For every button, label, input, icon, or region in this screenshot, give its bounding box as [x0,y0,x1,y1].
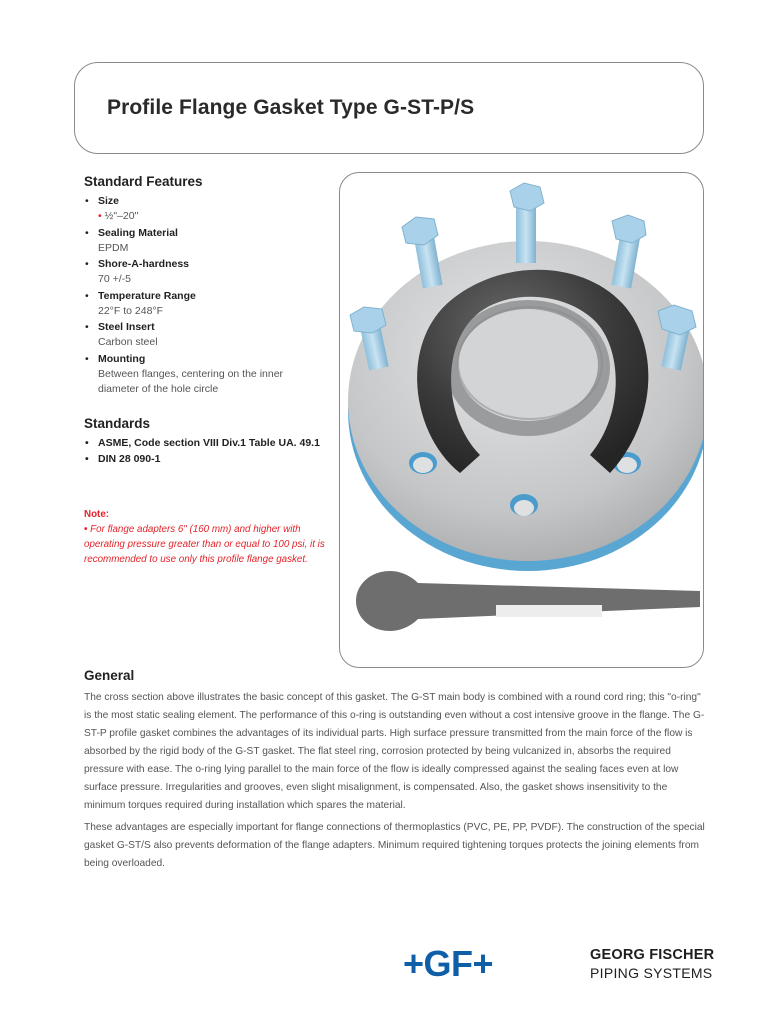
feature-value-text: ½"–20" [104,210,139,222]
gasket-cross-section [356,571,700,631]
bolt-icon [402,217,443,288]
standards-list [84,435,339,467]
feature-value: Between flanges, centering on the inner diameter of the hole circle [98,367,284,395]
note-block [84,507,334,567]
feature-label: • Steel Insert [98,321,155,333]
feature-sealing-material [84,225,339,257]
general-paragraph: These advantages are especially important for flange connections of thermoplastics (PVC, PE, PP, PVDF). The construction of the special gasket G-ST/S also prevents deformation of the flange adapters. Minimum required tightening torques protects the joining elements from being overloaded. [84,822,705,869]
feature-value: EPDM [98,241,129,254]
note-text: For flange adapters 6" (160 mm) and higher with operating pressure greater than or equal to 100 psi, it is recommended to use only this profile flange gasket. [84,523,325,565]
standard-item: • DIN 28 090-1 [84,451,339,467]
company-name [590,946,714,982]
feature-value: 70 +/-5 [98,273,131,285]
standard-item: • ASME, Code section VIII Div.1 Table UA. 49.1 [84,435,339,451]
red-bullet-icon: • [98,210,102,222]
gf-logo: +GF+ [403,943,494,984]
gasket-illustration [340,173,704,668]
feature-label: • Shore-A-hardness [98,258,190,270]
standards-section [84,416,339,467]
note-title: Note: [84,508,110,520]
left-column [84,174,339,567]
page-title: Profile Flange Gasket Type G-ST-P/S [107,96,475,119]
feature-label: • Sealing Material [98,226,178,239]
feature-label: • Size [98,195,120,207]
feature-label: • Temperature Range [98,289,196,302]
feature-temperature-range [84,288,339,320]
company-name-line2: PIPING SYSTEMS [590,965,713,981]
feature-value: Carbon steel [98,336,158,348]
standard-features-heading: Standard Features [84,174,203,189]
general-heading: General [84,668,135,683]
feature-label: • Mounting [98,352,146,365]
feature-value [98,209,339,225]
note-bullet-icon: • [84,523,88,535]
gasket-illustration-frame [339,172,704,668]
standards-heading: Standards [84,415,151,431]
feature-shore-hardness [84,256,339,288]
feature-steel-insert [84,319,339,351]
general-section [84,668,708,877]
title-box [74,62,704,154]
feature-value: 22°F to 248°F [98,304,164,317]
general-paragraph: The cross section above illustrates the basic concept of this gasket. The G-ST main body is combined with a round cord ring; this "o-ring" is the most static sealing element. The performance of this o-ring is outstanding even without a cost intensive groove in the flange. The G-ST-P profile gasket combines the advantages of its individual parts. High surface pressure transmitted from the main force of the flow is absorbed by the rigid body of the G-ST gasket. The flat steel ring, corrosion protected by being vulcanized in, absorbs the required pressure with ease. The o-ring lying parallel to the main force of the flow is ideally compressed against the sealing faces even at low surface pressure. Irregularities and grooves, even slight misalignment, is compensated. Also, the gasket shows insensitivity to the minimum torques required during installation which spares the material. [84,692,705,811]
steel-insert-bar [496,605,602,617]
company-name-line1: GEORG FISCHER [590,947,715,963]
feature-size [84,193,339,225]
standard-features-list [84,193,339,398]
feature-mounting [84,351,339,398]
